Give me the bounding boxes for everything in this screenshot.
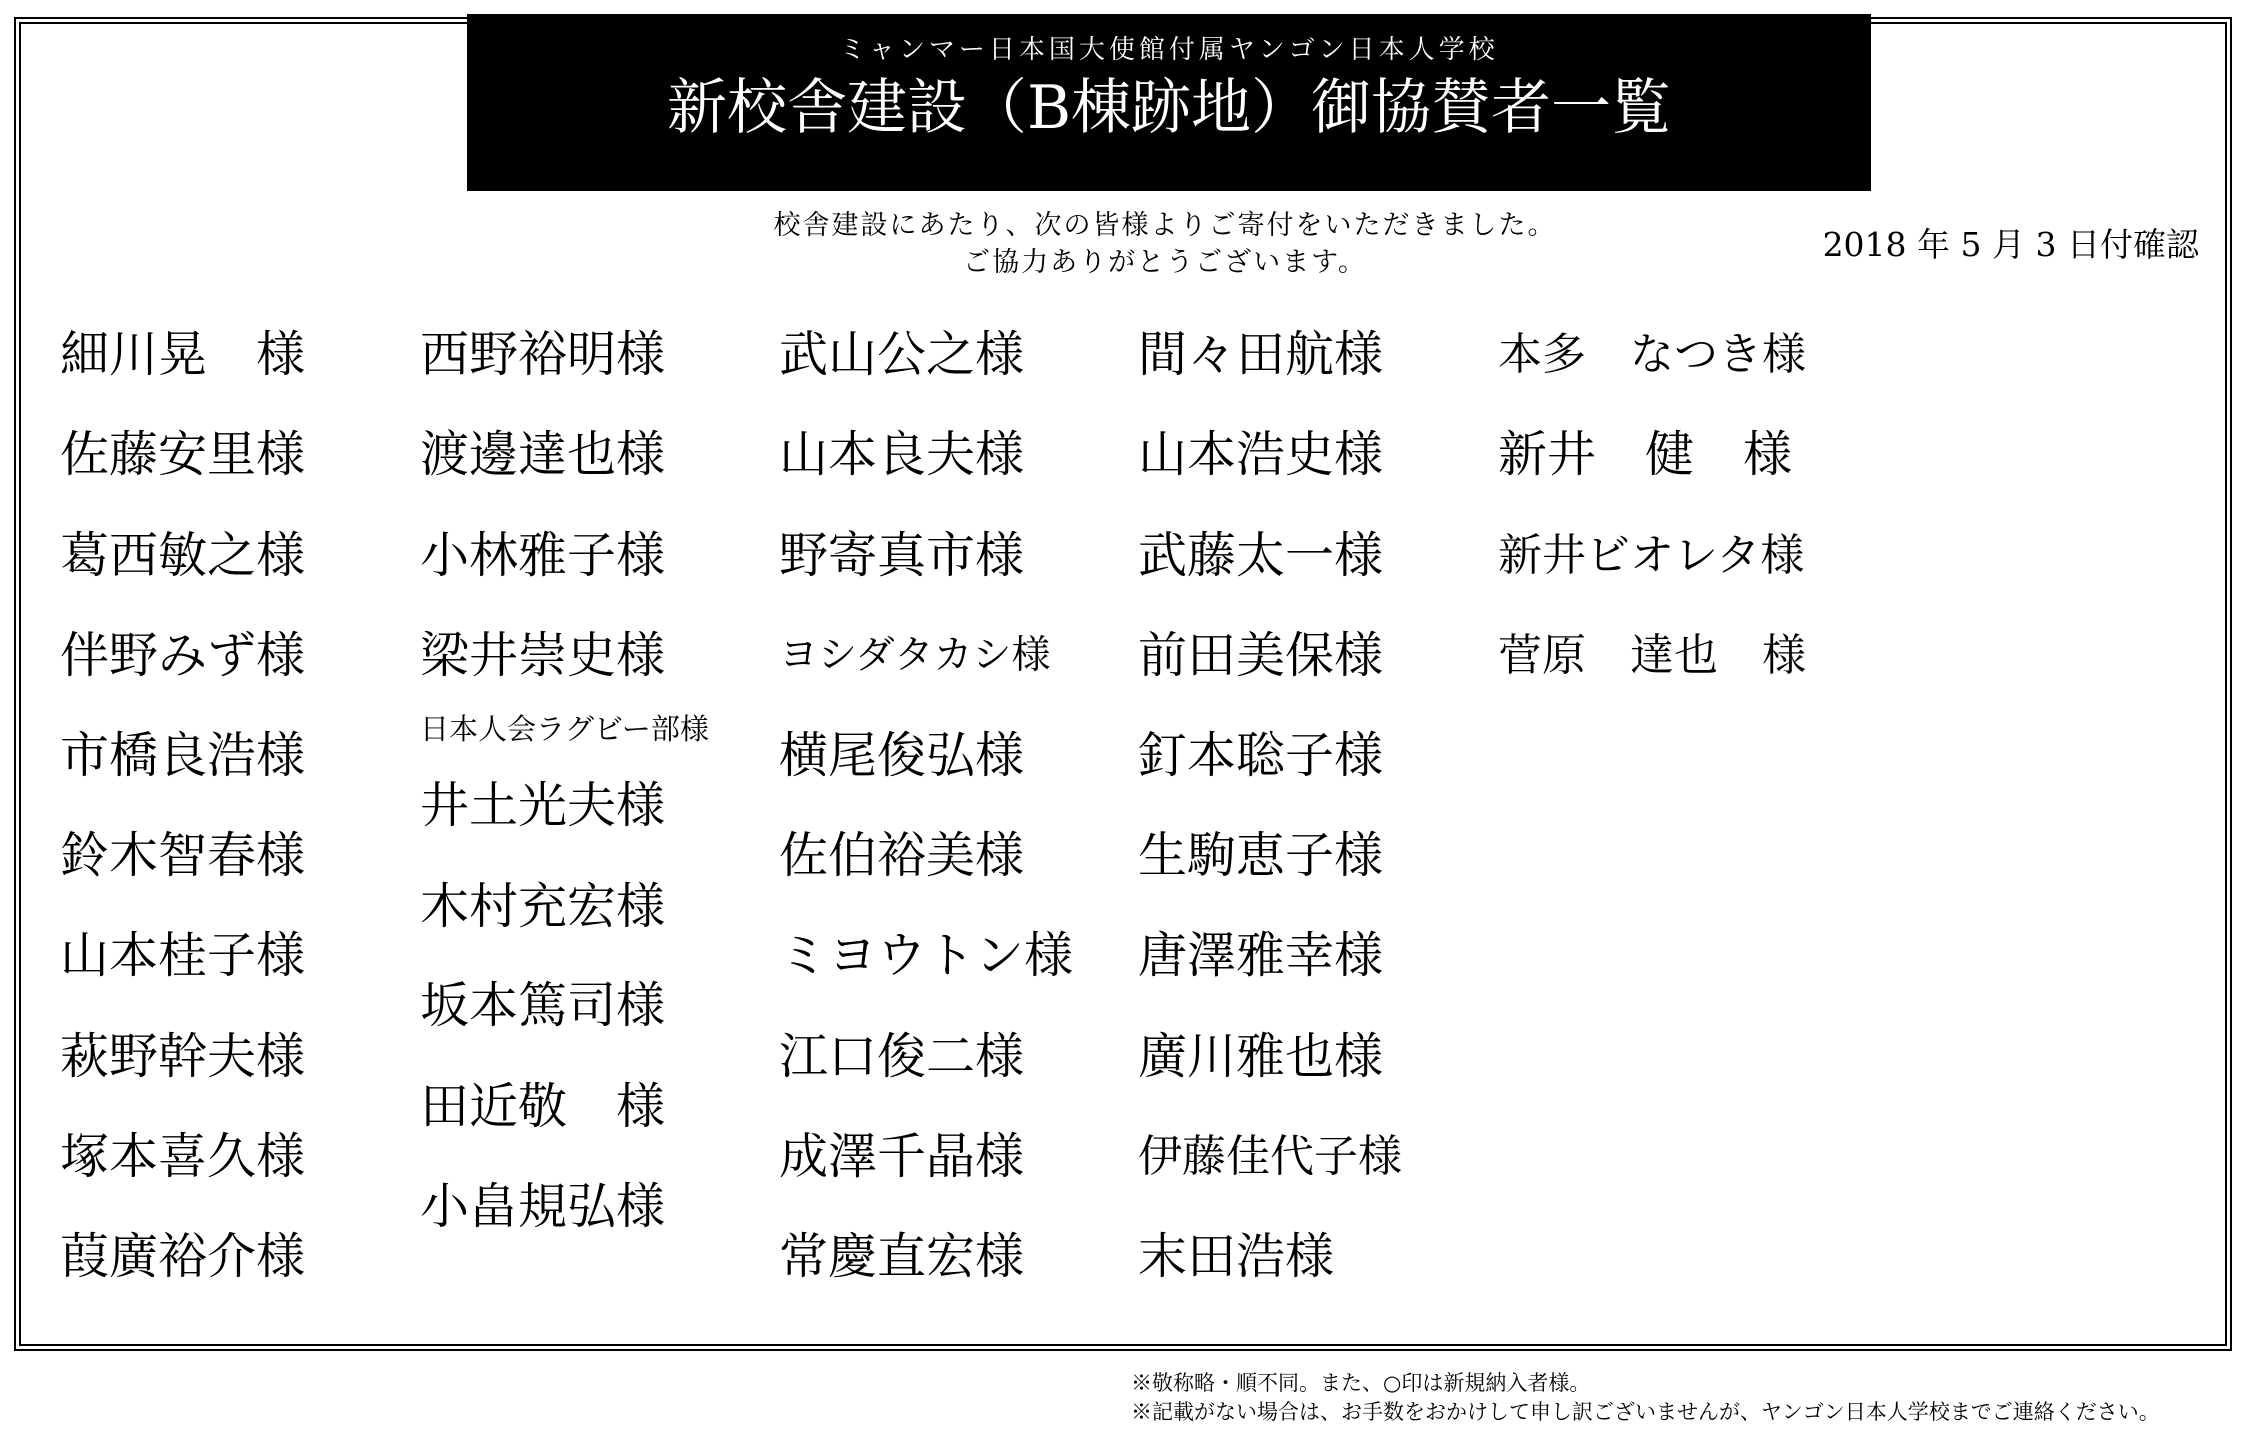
- donor-column-3: [779, 320, 1129, 1290]
- title-banner: [467, 14, 1871, 191]
- donor-name: 渡邊達也様: [420, 426, 666, 483]
- donor-name: 葛西敏之様: [60, 527, 306, 584]
- donor-name: 野寄真市様: [779, 527, 1025, 584]
- donor-name: 間々田航様: [1138, 326, 1384, 383]
- donor-name: 小林雅子様: [420, 527, 666, 584]
- page-title: 新校舎建設（B棟跡地）御協賛者一覧: [666, 73, 1672, 143]
- donor-name: 武藤太一様: [1138, 527, 1384, 584]
- donor-name: 横尾俊弘様: [779, 727, 1025, 784]
- donor-name: 伊藤佳代子様: [1138, 1131, 1402, 1182]
- donor-name: 坂本篤司様: [420, 977, 666, 1034]
- donor-name: 新井 健 様: [1498, 426, 1793, 483]
- donor-name: 佐伯裕美様: [779, 827, 1025, 884]
- donor-name: 細川晃 様: [60, 326, 306, 383]
- donor-name: ミヨウトン様: [779, 927, 1074, 984]
- school-name: ミャンマー日本国大使館付属ヤンゴン日本人学校: [839, 35, 1499, 65]
- intro-line-1: 校舎建設にあたり、次の皆様よりご寄付をいただきました。: [773, 210, 1557, 241]
- donor-name: 山本桂子様: [60, 927, 306, 984]
- intro-line-2: ご協力ありがとうございます。: [963, 247, 1367, 278]
- donor-name: 木村充宏様: [420, 878, 666, 935]
- donor-column-2: [420, 320, 770, 1290]
- donor-name: 田近敬 様: [420, 1078, 666, 1135]
- donor-name: 山本浩史様: [1138, 426, 1384, 483]
- donor-name: 常慶直宏様: [779, 1228, 1025, 1285]
- footer-note-2: ※記載がない場合は、お手数をおかけして申し訳ございませんが、ヤンゴン日本人学校までご連絡ください。: [1131, 1400, 2160, 1424]
- footer-note-1: ※敬称略・順不同。また、○印は新規納入者様。: [1131, 1371, 1591, 1395]
- donor-column-4: [1138, 320, 1488, 1290]
- donor-name: 前田美保様: [1138, 627, 1384, 684]
- donor-name: 伴野みず様: [60, 627, 306, 684]
- donor-name: 江口俊二様: [779, 1028, 1025, 1085]
- donor-name: 釘本聡子様: [1138, 727, 1384, 784]
- donor-name: 新井ビオレタ様: [1498, 530, 1805, 581]
- donor-name: 葭廣裕介様: [60, 1228, 306, 1285]
- donor-name: 西野裕明様: [420, 326, 666, 383]
- donor-name: 唐澤雅幸様: [1138, 927, 1384, 984]
- donor-group-label: 日本人会ラグビー部様: [420, 712, 709, 746]
- donor-name: 梁井崇史様: [420, 627, 666, 684]
- donor-name: 生駒恵子様: [1138, 827, 1384, 884]
- donor-name: 成澤千晶様: [779, 1128, 1025, 1185]
- donor-name: 鈴木智春様: [60, 827, 306, 884]
- donor-name: 佐藤安里様: [60, 426, 306, 483]
- donor-name: 井土光夫様: [420, 777, 666, 834]
- donor-name: 萩野幹夫様: [60, 1028, 306, 1085]
- donor-name: 塚本喜久様: [60, 1128, 306, 1185]
- donor-name: 末田浩様: [1138, 1228, 1335, 1285]
- donor-name: 山本良夫様: [779, 426, 1025, 483]
- donor-name: 市橋良浩様: [60, 727, 306, 784]
- donor-name: 小畠規弘様: [420, 1178, 666, 1235]
- donor-name: ヨシダタカシ様: [779, 633, 1051, 678]
- donor-column-5: [1498, 320, 1898, 1290]
- donor-name: 廣川雅也様: [1138, 1028, 1384, 1085]
- donor-name: 本多 なつき様: [1498, 329, 1806, 380]
- confirmation-date: 2018 年 5 月 3 日付確認: [1822, 225, 2199, 264]
- donor-name: 菅原 達也 様: [1498, 630, 1806, 681]
- donor-column-1: [60, 320, 410, 1290]
- donor-name: 武山公之様: [779, 326, 1025, 383]
